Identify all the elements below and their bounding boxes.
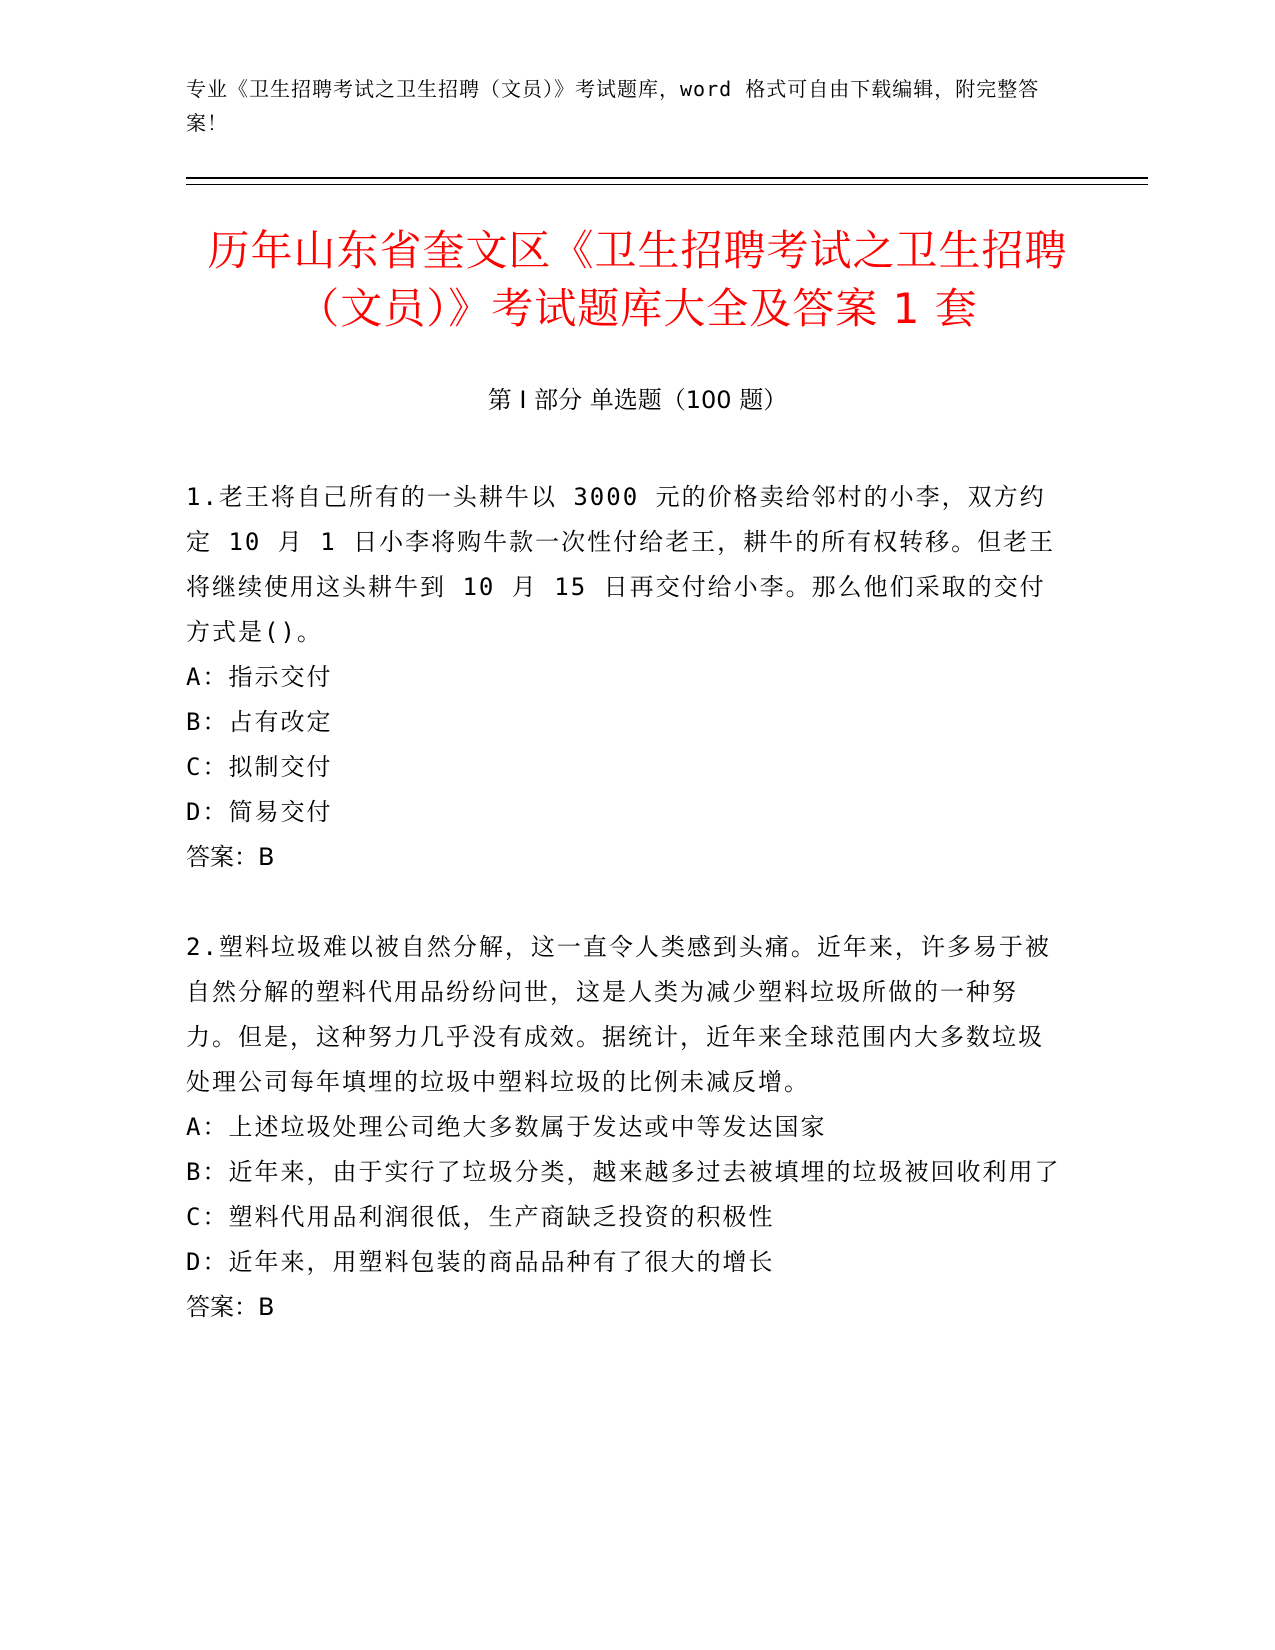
- header-divider-thin: [186, 184, 1148, 185]
- option-a: A：指示交付: [186, 663, 333, 691]
- question-2: [186, 925, 1066, 1330]
- answer-line: 答案：B: [186, 1293, 275, 1321]
- option-c: C：拟制交付: [186, 753, 333, 781]
- question-stem: 2.塑料垃圾难以被自然分解，这一直令人类感到头痛。近年来，许多易于被自然分解的塑料代用品纷纷问世，这是人类为减少塑料垃圾所做的一种努力。但是，这种努力几乎没有成效。据统计，近年来全球范围内大多数垃圾处理公司每年填埋的垃圾中塑料垃圾的比例未减反增。: [186, 933, 1051, 1096]
- header-divider-thick: [186, 177, 1148, 179]
- section-title: 第 I 部分 单选题（100 题）: [487, 386, 788, 414]
- option-b: B：占有改定: [186, 708, 333, 736]
- question-stem: 1.老王将自己所有的一头耕牛以 3000 元的价格卖给邻村的小李，双方约定 10 月 1 日小李将购牛款一次性付给老王，耕牛的所有权转移。但老王将继续使用这头耕牛到 10 月 15 日再交付给小李。那么他们采取的交付方式是()。: [186, 483, 1056, 646]
- option-b: B：近年来，由于实行了垃圾分类，越来越多过去被填埋的垃圾被回收利用了: [186, 1158, 1061, 1186]
- header-note: 专业《卫生招聘考试之卫生招聘（文员）》考试题库，word 格式可自由下载编辑，附完整答案！: [186, 77, 1040, 135]
- option-d: D：近年来，用塑料包装的商品品种有了很大的增长: [186, 1248, 775, 1276]
- option-c: C：塑料代用品利润很低，生产商缺乏投资的积极性: [186, 1203, 775, 1231]
- answer-line: 答案：B: [186, 843, 275, 871]
- option-d: D：简易交付: [186, 798, 333, 826]
- question-list: [186, 475, 1066, 1375]
- option-a: A：上述垃圾处理公司绝大多数属于发达或中等发达国家: [186, 1113, 827, 1141]
- document-title: 历年山东省奎文区《卫生招聘考试之卫生招聘（文员）》考试题库大全及答案 1 套: [207, 226, 1068, 333]
- question-1: [186, 475, 1066, 880]
